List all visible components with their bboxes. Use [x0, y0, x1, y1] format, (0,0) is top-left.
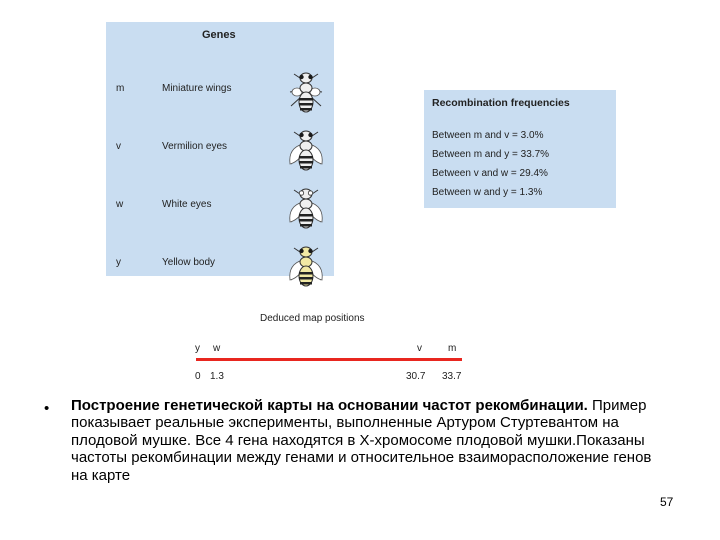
chromosome-map-bar [196, 358, 462, 361]
gene-symbol: w [116, 199, 124, 210]
fly-miniature-wings-icon [286, 66, 326, 118]
caption-paragraph [71, 397, 671, 484]
page-number: 57 [660, 495, 674, 509]
gene-symbol: m [116, 83, 125, 94]
map-position-label: 30.7 [406, 371, 426, 382]
caption-bold: Построение генетической карты на основании частот рекомбинации. [71, 397, 588, 414]
recombination-line: Between m and v = 3.0% [432, 130, 544, 141]
recombination-line: Between w and y = 1.3% [432, 187, 543, 198]
gene-name: Yellow body [162, 257, 216, 268]
gene-row-m [106, 66, 334, 122]
gene-name: White eyes [162, 199, 212, 210]
recombination-line: Between m and y = 33.7% [432, 149, 550, 160]
map-position-label: 33.7 [442, 371, 462, 382]
map-gene-label: w [213, 343, 221, 354]
recombination-line: Between v and w = 29.4% [432, 168, 548, 179]
map-position-label: 0 [195, 371, 201, 382]
bullet: • [44, 400, 50, 417]
fly-yellow-body-icon [286, 240, 326, 292]
gene-symbol: v [116, 141, 121, 152]
recombination-title: Recombination frequencies [432, 97, 570, 109]
recombination-panel [424, 90, 616, 208]
gene-name: Miniature wings [162, 83, 232, 94]
fly-white-eyes-icon [286, 182, 326, 234]
genes-title: Genes [202, 29, 236, 41]
map-title: Deduced map positions [260, 313, 365, 324]
gene-row-w [106, 182, 334, 238]
map-gene-label: y [195, 343, 200, 354]
gene-row-v [106, 124, 334, 180]
gene-name: Vermilion eyes [162, 141, 228, 152]
map-position-label: 1.3 [210, 371, 224, 382]
genes-panel [106, 22, 334, 276]
gene-symbol: y [116, 257, 121, 268]
fly-vermilion-eyes-icon [286, 124, 326, 176]
map-gene-label: v [417, 343, 422, 354]
gene-row-y [106, 240, 334, 296]
map-gene-label: m [448, 343, 457, 354]
caption-rest: Пример показывает реальные эксперименты, выполненные Артуром Стуртевантом на плодовой мушке. Все 4 гена находятся в Х-хромосоме плодовой мушки.Показаны частоты рекомбинации между генами и относительное взаиморасположение генов на карте [71, 397, 652, 484]
